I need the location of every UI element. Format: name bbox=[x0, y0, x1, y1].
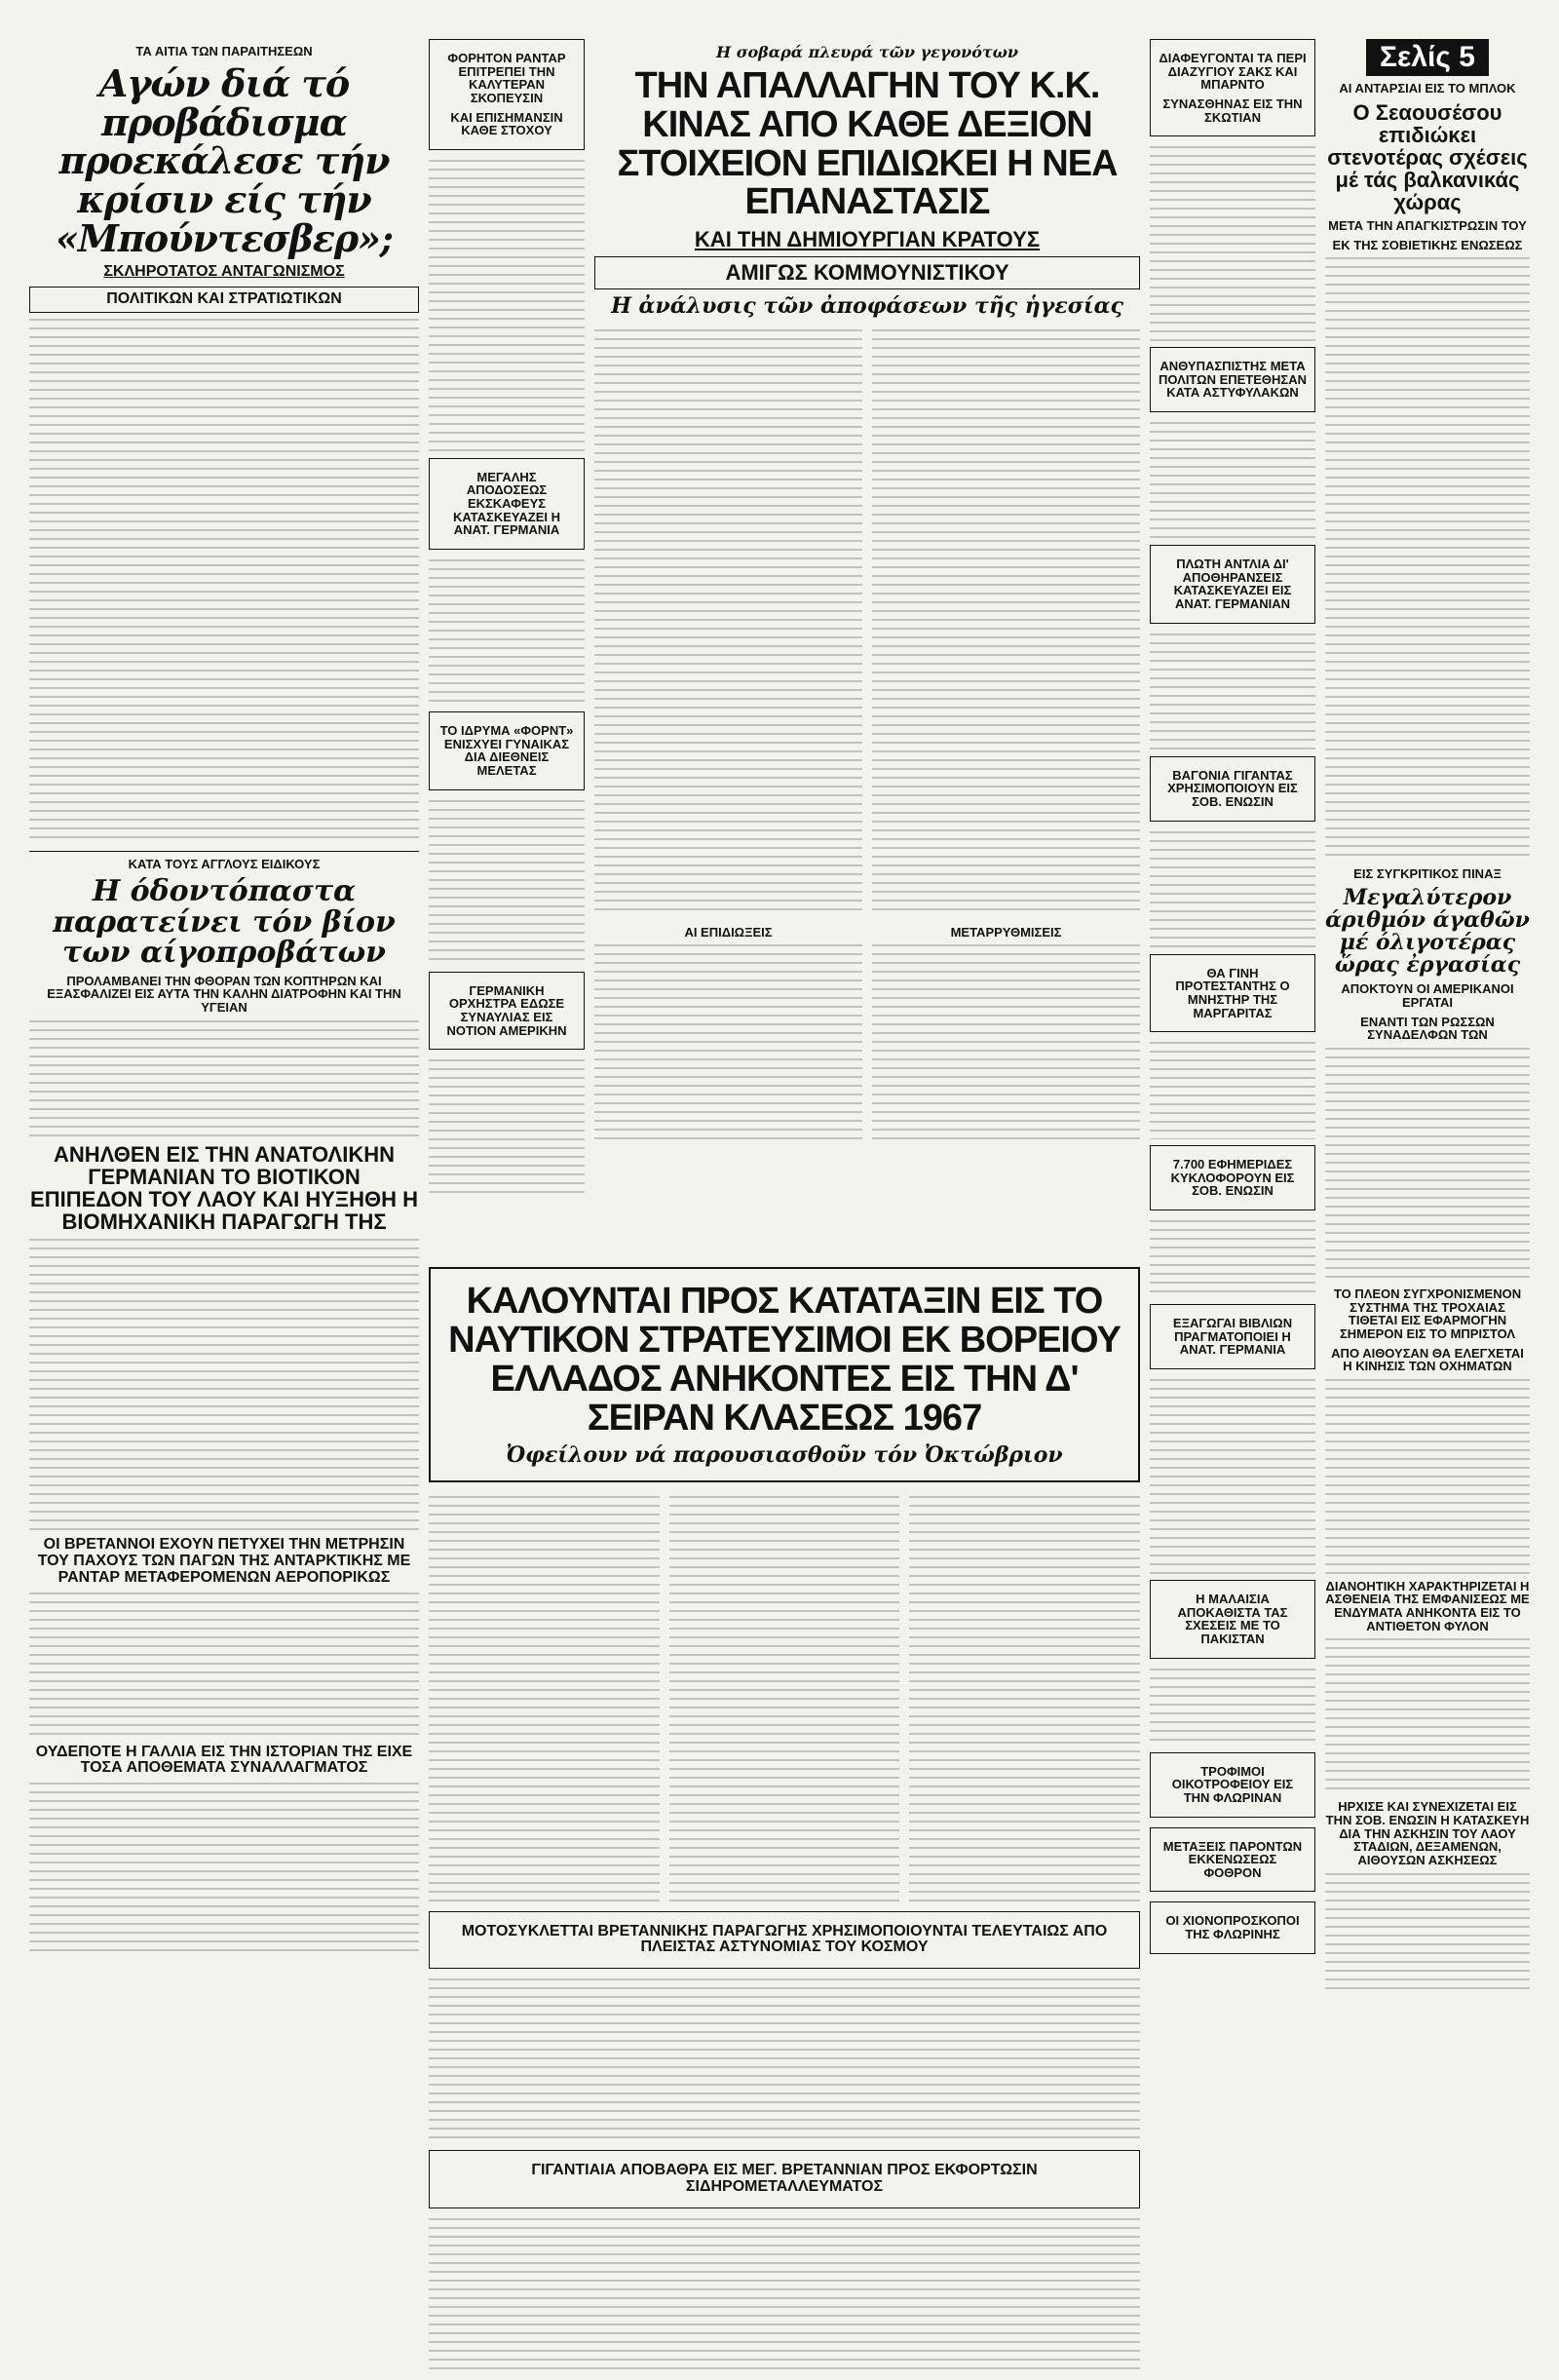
news-box bbox=[429, 458, 585, 550]
headline: ΓΕΡΜΑΝΙΚΗ ΟΡΧΗΣΤΡΑ ΕΔΩΣΕ ΣΥΝΑΥΛΙΑΣ ΕΙΣ ΝΟΤΙΟΝ ΑΜΕΡΙΚΗΝ bbox=[446, 982, 567, 1038]
body-text bbox=[29, 1783, 419, 1958]
headline: ΕΞΑΓΩΓΑΙ ΒΙΒΛΙΩΝ ΠΡΑΓΜΑΤΟΠΟΙΕΙ Η ΑΝΑΤ. ΓΕΡΜΑΝΙΑ bbox=[1172, 1316, 1293, 1358]
news-box bbox=[429, 711, 585, 790]
story-columns bbox=[594, 324, 1140, 920]
news-box bbox=[1150, 347, 1315, 412]
headline: ΤΗΝ ΑΠΑΛΛΑΓΗΝ ΤΟΥ Κ.Κ. ΚΙΝΑΣ ΑΠΟ ΚΑΘΕ ΔΕΞΙΟΝ ΣΤΟΙΧΕΙΟΝ ΕΠΙΔΙΩΚΕΙ Η ΝΕΑ ΕΠΑΝΑΣΤΑΣΙΣ bbox=[617, 64, 1118, 223]
kicker: ΕΙΣ ΣΥΓΚΡΙΤΙΚΟΣ ΠΙΝΑΞ bbox=[1353, 866, 1502, 882]
headline: Αγών διά τό προβάδισμα προεκάλεσε τήν κρίσιν είς τήν «Μπούντεσβερ»; bbox=[56, 60, 393, 261]
news-box bbox=[1150, 1827, 1315, 1893]
headline: ΤΡΟΦΙΜΟΙ ΟΙΚΟΤΡΟΦΕΙΟΥ ΕΙΣ ΤΗΝ ΦΛΩΡΙΝΑΝ bbox=[1171, 1763, 1294, 1805]
story-part bbox=[872, 920, 1140, 1146]
subhead: ΑΠΟΚΤΟΥΝ ΟΙ ΑΜΕΡΙΚΑΝΟΙ ΕΡΓΑΤΑΙ bbox=[1341, 981, 1514, 1011]
body-text bbox=[1325, 1379, 1530, 1574]
news-box bbox=[1150, 756, 1315, 822]
subhead: ΚΑΙ ΕΠΙΣΗΜΑΝΣΙΝ ΚΑΘΕ ΣΤΟΧΟΥ bbox=[450, 109, 563, 138]
body-text bbox=[1325, 257, 1530, 862]
headline: ΔΙΑΝΟΗΤΙΚΗ ΧΑΡΑΚΤΗΡΙΖΕΤΑΙ Η ΑΣΘΕΝΕΙΑ ΤΗΣ ΕΜΦΑΝΙΣΕΩΣ ΜΕ ΕΝΔΥΜΑΤΑ ΑΝΗΚΟΝΤΑ ΕΙΣ ΤΟ ΑΝΤΙΘΕΤΟΝ ΦΥΛΟΝ bbox=[1325, 1578, 1530, 1633]
body-text bbox=[429, 559, 585, 706]
body-text bbox=[872, 944, 1140, 1139]
story-columns bbox=[594, 920, 1140, 1146]
subhead: Ὀφείλουν νά παρουσιασθοῦν τόν Ὀκτώβριον bbox=[506, 1441, 1063, 1468]
subhead: ΕΚ ΤΗΣ ΣΟΒΙΕΤΙΚΗΣ ΕΝΩΣΕΩΣ bbox=[1332, 237, 1523, 252]
headline: ΚΑΛΟΥΝΤΑΙ ΠΡΟΣ ΚΑΤΑΤΑΞΙΝ ΕΙΣ ΤΟ ΝΑΥΤΙΚΟΝ ΣΤΡΑΤΕΥΣΙΜΟΙ ΕΚ ΒΟΡΕΙΟΥ ΕΛΛΑΔΟΣ ΑΝΗΚΟΝΤΕΣ ΕΙΣ ΤΗΝ Δ' ΣΕΙΡΑΝ ΚΛΑΣΕΩΣ 1967 bbox=[448, 1281, 1121, 1439]
top-center bbox=[594, 39, 1140, 1145]
kicker: ΤΑ ΑΙΤΙΑ ΤΩΝ ΠΑΡΑΙΤΗΣΕΩΝ bbox=[135, 44, 313, 58]
body-text bbox=[29, 1239, 419, 1531]
news-box bbox=[1150, 954, 1315, 1033]
body-text bbox=[1150, 1379, 1315, 1574]
body-text bbox=[1150, 422, 1315, 539]
body-text bbox=[1325, 1638, 1530, 1794]
subhead: ΠΡΟΛΑΜΒΑΝΕΙ ΤΗΝ ΦΘΟΡΑΝ ΤΩΝ ΚΟΠΤΗΡΩΝ ΚΑΙ ΕΞΑΣΦΑΛΙΖΕΙ ΕΙΣ ΑΥΤΑ ΤΗΝ ΚΑΛΗΝ ΔΙΑΤΡΟΦΗΝ ΚΑΙ ΤΗΝ ΥΓΕΙΑΝ bbox=[47, 973, 401, 1016]
headline: ΤΟ ΙΔΡΥΜΑ «ΦΟΡΝΤ» ΕΝΙΣΧΥΕΙ ΓΥΝΑΙΚΑΣ ΔΙΑ ΔΙΕΘΝΕΙΣ ΜΕΛΕΤΑΣ bbox=[439, 723, 574, 778]
body-text bbox=[1150, 146, 1315, 341]
body-text bbox=[429, 160, 585, 452]
subhead: ΣΚΛΗΡΟΤΑΤΟΣ ΑΝΤΑΓΩΝΙΣΜΟΣ bbox=[103, 263, 345, 281]
body-text bbox=[429, 1496, 660, 1905]
section-title: ΜΕΤΑΡΡΥΘΜΙΣΕΙΣ bbox=[950, 924, 1062, 940]
news-box bbox=[1150, 545, 1315, 624]
body-text bbox=[1150, 1220, 1315, 1298]
body-text bbox=[429, 1059, 585, 1196]
section-title: ΑΙ ΕΠΙΔΙΩΞΕΙΣ bbox=[684, 924, 773, 940]
headline: ΓΙΓΑΝΤΙΑΙΑ ΑΠΟΒΑΘΡΑ ΕΙΣ ΜΕΓ. ΒΡΕΤΑΝΝΙΑΝ ΠΡΟΣ ΕΚΦΟΡΤΩΣΙΝ ΣΙΔΗΡΟΜΕΤΑΛΛΕΥΜΑΤΟΣ bbox=[531, 2162, 1038, 2196]
subhead: ΣΥΝΑΣΘΗΝΑΣ ΕΙΣ ΤΗΝ ΣΚΩΤΙΑΝ bbox=[1162, 96, 1303, 125]
column-4 bbox=[1150, 39, 1315, 1964]
body-text bbox=[1150, 633, 1315, 750]
headline: ΟΙ ΧΙΟΝΟΠΡΟΣΚΟΠΟΙ ΤΗΣ ΦΛΩΡΙΝΗΣ bbox=[1165, 1913, 1300, 1942]
body-text bbox=[429, 800, 585, 966]
headline: ΦΟΡΗΤΟΝ ΡΑΝΤΑΡ ΕΠΙΤΡΕΠΕΙ ΤΗΝ ΚΑΛΥΤΕΡΑΝ ΣΚΟΠΕΥΣΙΝ bbox=[447, 51, 566, 105]
story-columns bbox=[429, 1490, 1140, 1911]
headline: ΑΝΗΛΘΕΝ ΕΙΣ ΤΗΝ ΑΝΑΤΟΛΙΚΗΝ ΓΕΡΜΑΝΙΑΝ ΤΟ ΒΙΟΤΙΚΟΝ ΕΠΙΠΕΔΟΝ ΤΟΥ ΛΑΟΥ ΚΑΙ ΗΥΞΗΘΗ Η ΒΙΟΜΗΧΑΝΙΚΗ ΠΑΡΑΓΩΓΗ ΤΗΣ bbox=[30, 1141, 418, 1235]
headline: ΔΙΑΦΕΥΓΟΝΤΑΙ ΤΑ ΠΕΡΙ ΔΙΑΖΥΓΙΟΥ ΣΑΚΣ ΚΑΙ ΜΠΑΡΝΤΟ bbox=[1159, 51, 1307, 93]
body-text bbox=[594, 329, 862, 914]
news-box bbox=[1150, 1901, 1315, 1953]
subhead: ΠΟΛΙΤΙΚΩΝ ΚΑΙ ΣΤΡΑΤΙΩΤΙΚΩΝ bbox=[29, 287, 419, 313]
headline-frame bbox=[429, 1267, 1140, 1482]
page-label-wrap bbox=[1325, 39, 1530, 76]
headline: ΒΑΓΟΝΙΑ ΓΙΓΑΝΤΑΣ ΧΡΗΣΙΜΟΠΟΙΟΥΝ ΕΙΣ ΣΟΒ. ΕΝΩΣΙΝ bbox=[1167, 767, 1298, 809]
news-box bbox=[1150, 1304, 1315, 1369]
news-box bbox=[429, 39, 585, 150]
subhead: ΜΕΤΑ ΤΗΝ ΑΠΑΓΚΙΣΤΡΩΣΙΝ ΤΟΥ bbox=[1328, 218, 1527, 234]
column-1 bbox=[29, 39, 419, 1964]
subhead: ΚΑΙ ΤΗΝ ΔΗΜΙΟΥΡΓΙΑΝ ΚΡΑΤΟΥΣ bbox=[694, 227, 1041, 252]
story-part bbox=[594, 920, 862, 1146]
headline: ΗΡΧΙΣΕ ΚΑΙ ΣΥΝΕΧΙΖΕΤΑΙ ΕΙΣ ΤΗΝ ΣΟΒ. ΕΝΩΣΙΝ Η ΚΑΤΑΣΚΕΥΗ ΔΙΑ ΤΗΝ ΑΣΚΗΣΙΝ ΤΟΥ ΛΑΟΥ ΣΤΑΔΙΩΝ, ΔΕΞΑΜΕΝΩΝ, ΑΙΘΟΥΣΩΝ ΑΣΚΗΣΕΩΣ bbox=[1325, 1799, 1530, 1867]
news-box bbox=[1150, 1580, 1315, 1659]
body-text bbox=[1150, 1669, 1315, 1747]
page-label: Σελίς 5 bbox=[1366, 39, 1489, 76]
body-text bbox=[1325, 1873, 1530, 1990]
kicker: ΑΙ ΑΝΤΑΡΣΙΑΙ ΕΙΣ ΤΟ ΜΠΛΟΚ bbox=[1339, 81, 1516, 96]
body-text bbox=[594, 944, 862, 1139]
body-text bbox=[872, 329, 1140, 914]
body-text bbox=[429, 2218, 1140, 2374]
news-box bbox=[1150, 1752, 1315, 1818]
headline: 7.700 ΕΦΗΜΕΡΙΔΕΣ ΚΥΚΛΟΦΟΡΟΥΝ ΕΙΣ ΣΟΒ. ΕΝΩΣΙΝ bbox=[1170, 1157, 1295, 1199]
headline: ΠΛΩΤΗ ΑΝΤΛΙΑ ΔΙ' ΑΠΟΘΗΡΑΝΣΕΙΣ ΚΑΤΑΣΚΕΥΑΖΕΙ ΕΙΣ ΑΝΑΤ. ΓΕΡΜΑΝΙΑΝ bbox=[1173, 557, 1292, 612]
body-text bbox=[429, 1978, 1140, 2144]
headline: ΟΥΔΕΠΟΤΕ Η ΓΑΛΛΙΑ ΕΙΣ ΤΗΝ ΙΣΤΟΡΙΑΝ ΤΗΣ ΕΙΧΕ ΤΟΣΑ ΑΠΟΘΕΜΑΤΑ ΣΥΝΑΛΛΑΓΜΑΤΟΣ bbox=[35, 1743, 413, 1777]
body-text bbox=[1150, 831, 1315, 948]
headline: ΘΑ ΓΙΝΗ ΠΡΟΤΕΣΤΑΝΤΗΣ Ο ΜΝΗΣΤΗΡ ΤΗΣ ΜΑΡΓΑΡΙΤΑΣ bbox=[1175, 965, 1290, 1020]
headline: Ο Σεαουσέσου επιδιώκει στενοτέρας σχέσεις μέ τάς βαλκανικάς χώρας bbox=[1327, 99, 1528, 215]
subhead: ΑΠΟ ΑΙΘΟΥΣΑΝ ΘΑ ΕΛΕΓΧΕΤΑΙ Η ΚΙΝΗΣΙΣ ΤΩΝ ΟΧΗΜΑΤΩΝ bbox=[1331, 1345, 1524, 1374]
column-5 bbox=[1325, 39, 1530, 1996]
headline: ΜΕΓΑΛΗΣ ΑΠΟΔΟΣΕΩΣ ΕΚΣΚΑΦΕΥΣ ΚΑΤΑΣΚΕΥΑΖΕΙ Η ΑΝΑΤ. ΓΕΡΜΑΝΙΑ bbox=[452, 469, 561, 538]
body-text bbox=[909, 1496, 1140, 1905]
news-box bbox=[1150, 39, 1315, 136]
headline: ΤΟ ΠΛΕΟΝ ΣΥΓΧΡΟΝΙΣΜΕΝΟΝ ΣΥΣΤΗΜΑ ΤΗΣ ΤΡΟΧΑΙΑΣ ΤΙΘΕΤΑΙ ΕΙΣ ΕΦΑΡΜΟΓΗΝ ΣΗΜΕΡΟΝ ΕΙΣ ΤΟ ΜΠΡΙΣΤΟΛ bbox=[1333, 1286, 1522, 1341]
headline: Η όδοντόπαστα παρατείνει τόν βίον των αίγοπροβάτων bbox=[53, 874, 396, 971]
headline: ΜΟΤΟΣΥΚΛΕΤΤΑΙ ΒΡΕΤΑΝΝΙΚΗΣ ΠΑΡΑΓΩΓΗΣ ΧΡΗΣΙΜΟΠΟΙΟΥΝΤΑΙ ΤΕΛΕΥΤΑΙΩΣ ΑΠΟ ΠΛΕΙΣΤΑΣ ΑΣΤΥΝΟΜΙΑΣ ΤΟΥ ΚΟΣΜΟΥ bbox=[461, 1922, 1108, 1956]
headline: ΜΕΤΑΞΕΙΣ ΠΑΡΟΝΤΩΝ ΕΚΚΕΝΩΣΕΩΣ ΦΟΘΡΟΝ bbox=[1162, 1838, 1303, 1880]
subhead: ΑΜΙΓΩΣ ΚΟΜΜΟΥΝΙΣΤΙΚΟΥ bbox=[594, 256, 1140, 288]
column-2 bbox=[429, 39, 585, 1202]
news-box bbox=[1150, 1145, 1315, 1210]
divider bbox=[29, 851, 419, 852]
headline: Η ΜΑΛΑΙΣΙΑ ΑΠΟΚΑΘΙΣΤΑ ΤΑΣ ΣΧΕΣΕΙΣ ΜΕ ΤΟ ΠΑΚΙΣΤΑΝ bbox=[1177, 1592, 1288, 1646]
kicker: ΚΑΤΑ ΤΟΥΣ ΑΓΓΛΟΥΣ ΕΙΔΙΚΟΥΣ bbox=[128, 856, 321, 871]
kicker: Η σοβαρά πλευρά τῶν γεγονότων bbox=[716, 43, 1018, 61]
news-box bbox=[429, 972, 585, 1051]
body-text bbox=[1150, 1042, 1315, 1139]
body-text bbox=[29, 1593, 419, 1739]
middle-story bbox=[429, 1267, 1140, 2380]
headline: ΑΝΘΥΠΑΣΠΙΣΤΗΣ ΜΕΤΑ ΠΟΛΙΤΩΝ ΕΠΕΤΕΘΗΣΑΝ ΚΑΤΑ ΑΣΤΥΦΥΛΑΚΩΝ bbox=[1159, 359, 1307, 401]
body-text bbox=[669, 1496, 900, 1905]
body-text bbox=[1325, 1048, 1530, 1282]
subhead: Η ἀνάλυσις τῶν ἀποφάσεων τῆς ἡγεσίας bbox=[611, 292, 1123, 319]
headline: ΟΙ ΒΡΕΤΑΝΝΟΙ ΕΧΟΥΝ ΠΕΤΥΧΕΙ ΤΗΝ ΜΕΤΡΗΣΙΝ ΤΟΥ ΠΑΧΟΥΣ ΤΩΝ ΠΑΓΩΝ ΤΗΣ ΑΝΤΑΡΚΤΙΚΗΣ ΜΕ ΡΑΝΤΑΡ ΜΕΤΑΦΕΡΟΜΕΝΩΝ ΑΕΡΟΠΟΡΙΚΩΣ bbox=[37, 1536, 411, 1586]
news-box bbox=[429, 2150, 1140, 2208]
body-text bbox=[29, 319, 419, 845]
subhead: ΕΝΑΝΤΙ ΤΩΝ ΡΩΣΣΩΝ ΣΥΝΑΔΕΛΦΩΝ ΤΩΝ bbox=[1360, 1014, 1495, 1043]
body-text bbox=[29, 1020, 419, 1137]
news-box bbox=[429, 1911, 1140, 1970]
headline: Μεγαλύτερον άριθμόν άγαθῶν μέ όλιγοτέρας ὥρας ἐργασίας bbox=[1325, 885, 1530, 979]
